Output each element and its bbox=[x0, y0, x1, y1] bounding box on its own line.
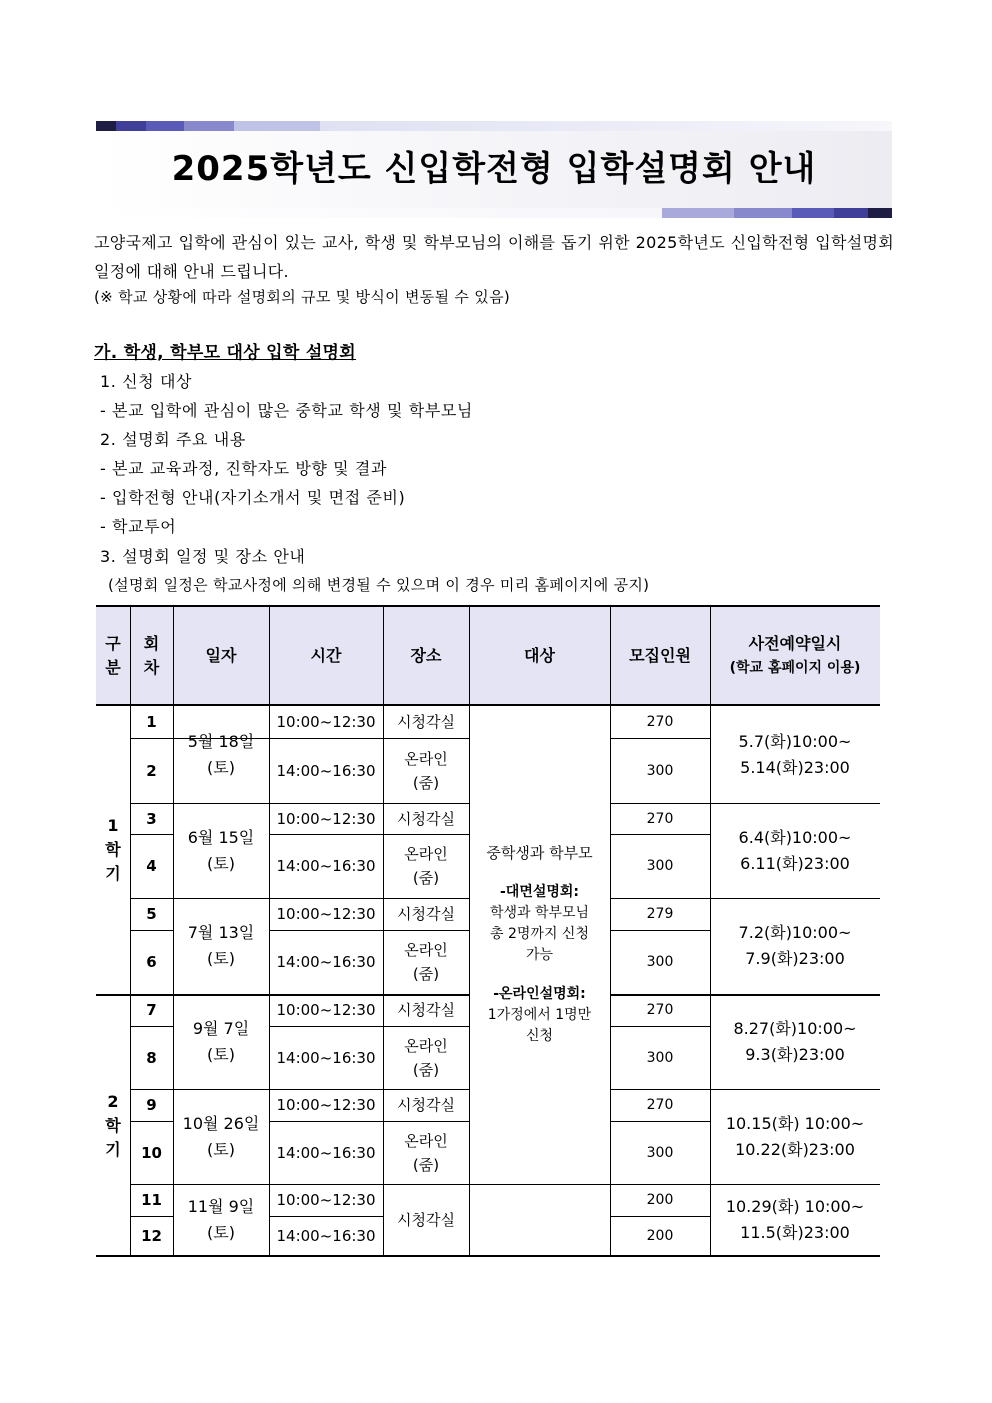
header-round: 회 차 bbox=[143, 633, 160, 677]
header-reservation: 사전예약일시 (학교 홈페이지 이용) bbox=[729, 633, 861, 676]
semester-1-cell: 1 학 기 bbox=[105, 816, 121, 883]
round-number: 5 bbox=[146, 905, 157, 923]
place-cell: 온라인 (줌) bbox=[404, 941, 448, 983]
capacity-cell: 270 bbox=[646, 810, 674, 827]
date-cell: 11월 9일 (토) bbox=[187, 1197, 255, 1242]
reservation-cell: 5.7(화)10:00~ 5.14(화)23:00 bbox=[738, 731, 852, 777]
place-cell: 온라인 (줌) bbox=[404, 749, 448, 792]
time-cell: 10:00~12:30 bbox=[276, 1001, 376, 1019]
time-cell: 10:00~12:30 bbox=[276, 713, 376, 731]
capacity-cell: 200 bbox=[646, 1228, 674, 1244]
round-number: 8 bbox=[146, 1048, 157, 1067]
capacity-cell: 300 bbox=[646, 762, 674, 779]
place-cell: 시청각실 bbox=[397, 713, 455, 731]
place-cell: 온라인 (줌) bbox=[404, 1131, 448, 1174]
time-cell: 14:00~16:30 bbox=[276, 1143, 376, 1162]
section-line: - 입학전형 안내(자기소개서 및 면접 준비) bbox=[100, 488, 406, 507]
title-bar-bottom bbox=[96, 208, 892, 218]
capacity-cell: 279 bbox=[646, 906, 674, 922]
schedule-table bbox=[96, 605, 880, 1257]
schedule-note: (설명회 일정은 학교사정에 의해 변경될 수 있으며 이 경우 미리 홈페이지에 공지) bbox=[108, 576, 650, 594]
capacity-cell: 270 bbox=[646, 1097, 674, 1113]
capacity-cell: 300 bbox=[646, 954, 674, 970]
header-division: 구 분 bbox=[105, 633, 121, 677]
round-number: 3 bbox=[146, 809, 157, 828]
date-cell: 7월 13일 (토) bbox=[187, 923, 255, 968]
time-cell: 10:00~12:30 bbox=[276, 1096, 376, 1114]
intro-note: (※ 학교 상황에 따라 설명회의 규모 및 방식이 변동될 수 있음) bbox=[94, 288, 511, 306]
header-target: 대상 bbox=[524, 645, 555, 665]
capacity-cell: 200 bbox=[646, 1192, 674, 1208]
section-line: - 본교 입학에 관심이 많은 중학교 학생 및 학부모님 bbox=[100, 401, 473, 420]
reservation-cell: 7.2(화)10:00~ 7.9(화)23:00 bbox=[738, 923, 852, 968]
header-capacity: 모집인원 bbox=[629, 645, 691, 665]
reservation-cell: 6.4(화)10:00~ 6.11(화)23:00 bbox=[738, 827, 852, 873]
place-cell: 시청각실 bbox=[397, 1096, 455, 1114]
target-cell: 중학생과 학부모 -대면설명회: 학생과 학부모님 총 2명까지 신청 가능 -온라인설명회: 1가정에서 1명만 신청 bbox=[486, 844, 593, 1044]
time-cell: 14:00~16:30 bbox=[276, 1048, 376, 1067]
time-cell: 14:00~16:30 bbox=[276, 953, 376, 971]
header-date: 일자 bbox=[205, 645, 237, 665]
round-number: 9 bbox=[146, 1096, 157, 1114]
header-place: 장소 bbox=[410, 645, 442, 665]
place-cell: 시청각실 bbox=[397, 905, 455, 923]
capacity-cell: 300 bbox=[646, 858, 674, 874]
date-cell: 10월 26일 (토) bbox=[182, 1113, 260, 1159]
place-cell: 시청각실 bbox=[397, 1211, 455, 1229]
section-line: 1. 신청 대상 bbox=[100, 372, 193, 391]
date-cell: 5월 18일 (토) bbox=[187, 731, 255, 777]
time-cell: 10:00~12:30 bbox=[276, 905, 376, 923]
time-cell: 14:00~16:30 bbox=[276, 1227, 376, 1245]
section-line: 2. 설명회 주요 내용 bbox=[100, 430, 246, 449]
capacity-cell: 270 bbox=[646, 1002, 674, 1018]
round-number: 1 bbox=[146, 713, 157, 731]
round-number: 7 bbox=[146, 1001, 157, 1019]
place-cell: 시청각실 bbox=[397, 1001, 455, 1019]
capacity-cell: 270 bbox=[646, 714, 674, 730]
reservation-cell: 8.27(화)10:00~ 9.3(화)23:00 bbox=[733, 1018, 857, 1064]
time-cell: 10:00~12:30 bbox=[276, 1191, 376, 1209]
place-cell: 온라인 (줌) bbox=[404, 1036, 448, 1079]
round-number: 2 bbox=[146, 761, 157, 780]
time-cell: 14:00~16:30 bbox=[276, 761, 376, 780]
section-heading: 가. 학생, 학부모 대상 입학 설명회 bbox=[94, 343, 356, 363]
time-cell: 10:00~12:30 bbox=[276, 809, 376, 828]
round-number: 4 bbox=[146, 857, 157, 875]
section-line: - 학교투어 bbox=[100, 517, 177, 536]
date-cell: 9월 7일 (토) bbox=[192, 1018, 250, 1064]
header-time: 시간 bbox=[310, 645, 342, 665]
title-bar-top bbox=[96, 121, 892, 131]
round-number: 6 bbox=[146, 953, 157, 971]
section-line: - 본교 교육과정, 진학자도 방향 및 결과 bbox=[100, 459, 388, 478]
intro-text: 고양국제고 입학에 관심이 있는 교사, 학생 및 학부모님의 이해를 돕기 위한 2025학년도 신입학전형 입학설명회 일정에 대해 안내 드립니다. bbox=[94, 233, 894, 281]
reservation-cell: 10.15(화) 10:00~ 10.22(화)23:00 bbox=[725, 1113, 865, 1159]
reservation-cell: 10.29(화) 10:00~ 11.5(화)23:00 bbox=[725, 1197, 865, 1242]
semester-2-cell: 2 학 기 bbox=[105, 1091, 121, 1159]
capacity-cell: 300 bbox=[646, 1144, 674, 1161]
round-number: 11 bbox=[141, 1191, 162, 1209]
capacity-cell: 300 bbox=[646, 1049, 674, 1066]
place-cell: 시청각실 bbox=[397, 809, 455, 828]
time-cell: 14:00~16:30 bbox=[276, 857, 376, 875]
round-number: 10 bbox=[141, 1143, 162, 1162]
page-title: 2025학년도 신입학전형 입학설명회 안내 bbox=[171, 149, 817, 189]
round-number: 12 bbox=[141, 1227, 162, 1245]
section-line: 3. 설명회 일정 및 장소 안내 bbox=[100, 547, 306, 566]
place-cell: 온라인 (줌) bbox=[404, 845, 448, 887]
date-cell: 6월 15일 (토) bbox=[187, 827, 255, 873]
